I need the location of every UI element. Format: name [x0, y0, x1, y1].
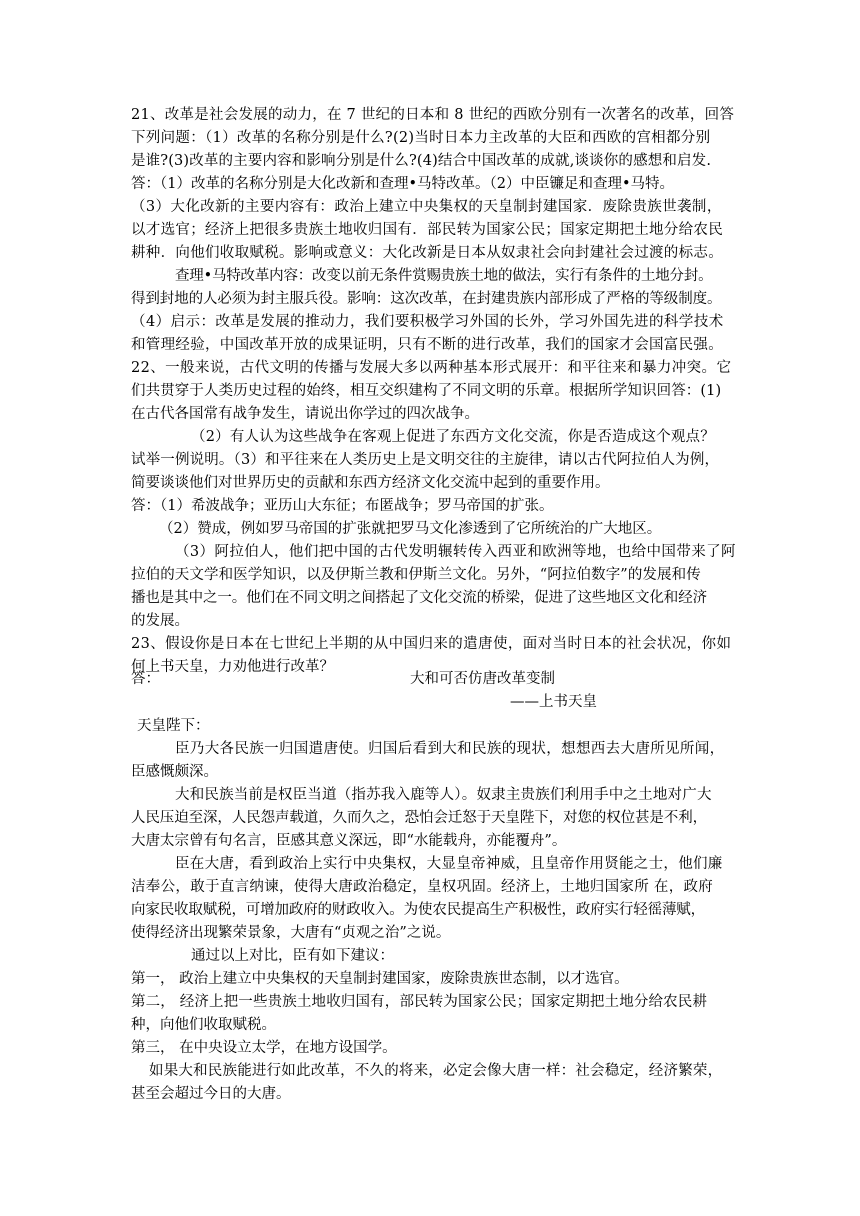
q23-line-1: 23、假设你是日本在七世纪上半期的从中国归来的遣唐使，面对当时日本的社会状况，你如 — [131, 636, 732, 652]
q21-answer-3b: 以才选官；经济上把很多贵族土地收归国有．部民转为国家公民；国家定期把土地分给农民 — [131, 222, 723, 238]
memorial-subtitle: ——上书天皇 — [510, 694, 597, 710]
suggestion-1: 第一， 政治上建立中央集权的天皇制封建国家，废除贵族世态制，以才选官。 — [131, 971, 629, 987]
q23-line-2: 何上书天皇，力劝他进行改革？ — [131, 659, 334, 675]
suggestion-2-line-2: 种，向他们收取赋税。 — [131, 1017, 276, 1033]
memorial-title: 大和可否仿唐改革变制 — [410, 671, 555, 687]
memorial-p2-line-2: 人民压迫至深，人民怨声载道，久而久之，恐怕会迁怒于天皇陛下，对您的权位甚是不利， — [131, 810, 707, 826]
q22-answer-3c: 播也是其中之一。他们在不同文明之间搭起了文化交流的桥梁，促进了这些地区文化和经济 — [131, 590, 707, 606]
q21-answer-3a: （3）大化改新的主要内容有：政治上建立中央集权的天皇制封建国家．废除贵族世袭制， — [131, 199, 722, 215]
memorial-p3-line-3: 向家民收取赋税，可增加政府的财政收入。为使农民提高生产积极性，政府实行轻徭薄赋， — [131, 902, 705, 918]
q21-answer-charles-1: 查理•马特改革内容：改变以前无条件赏赐贵族土地的做法，实行有条件的土地分封。 — [175, 268, 713, 284]
q22-answer-3b: 拉伯的天文学和医学知识，以及伊斯兰教和伊斯兰文化。另外，“阿拉伯数字”的发展和传 — [131, 567, 701, 583]
memorial-p4: 通过以上对比，臣有如下建议： — [191, 948, 394, 964]
memorial-p2-line-1: 大和民族当前是权臣当道（指苏我入鹿等人）。奴隶主贵族们利用手中之土地对广大 — [175, 787, 712, 803]
q22-line-2: 们共贯穿于人类历史过程的始终，相互交织建构了不同文明的乐章。根据所学知识回答：(1) — [131, 383, 722, 399]
memorial-salutation: 天皇陛下： — [137, 718, 210, 734]
q22-answer-3a: （3）阿拉伯人，他们把中国的古代发明辗转传入西亚和欧洲等地，也给中国带来了阿 — [175, 544, 736, 560]
q21-answer-1: 答：（1）改革的名称分别是大化改新和查理•马特改革。（2）中臣镰足和查理•马特。 — [131, 176, 675, 192]
q22-line-3: 在古代各国常有战争发生，请说出你学过的四次战争。 — [131, 406, 479, 422]
memorial-p2-line-3: 大唐太宗曾有句名言，臣感其意义深远，即“水能载舟，亦能覆舟”。 — [131, 833, 567, 849]
q22-answer-2: （2）赞成，例如罗马帝国的扩张就把罗马文化渗透到了它所统治的广大地区。 — [159, 521, 662, 537]
q22-line-4: （2）有人认为这些战争在客观上促进了东西方文化交流，你是否造成这个观点？ — [191, 429, 715, 445]
q22-line-5: 试举一例说明。（3）和平往来在人类历史上是文明交往的主旋律，请以古代阿拉伯人为例， — [131, 452, 720, 468]
q23-answer-label: 答： — [131, 671, 160, 687]
memorial-conclusion-2: 甚至会超过今日的大唐。 — [131, 1086, 291, 1102]
q21-answer-charles-2: 得到封地的人必须为封主服兵役。影响：这次改革，在封建贵族内部形成了严格的等级制度。 — [131, 291, 722, 307]
memorial-p1-line-1: 臣乃大各民族一归国遣唐使。归国后看到大和民族的现状，想想西去大唐所见所闻， — [175, 741, 725, 757]
q22-answer-3d: 的发展。 — [131, 613, 189, 629]
q21-answer-4a: （4）启示：改革是发展的推动力，我们要积极学习外国的长外，学习外国先进的科学技术 — [131, 314, 724, 330]
q21-answer-3c: 耕种．向他们收取赋税。影响或意义：大化改新是日本从奴隶社会向封建社会过渡的标志。 — [131, 245, 723, 261]
memorial-p3-line-4: 使得经济出现繁荣景象，大唐有“贞观之治”之说。 — [131, 925, 451, 941]
memorial-conclusion-1: 如果大和民族能进行如此改革，不久的将来，必定会像大唐一样：社会稳定，经济繁荣， — [149, 1063, 723, 1079]
q22-line-1: 22、一般来说，古代文明的传播与发展大多以两种基本形式展开：和平往来和暴力冲突。它 — [131, 360, 732, 376]
q21-answer-4b: 和管理经验，中国改革开放的成果证明，只有不断的进行改革，我们的国家才会国富民强。 — [131, 337, 723, 353]
memorial-p3-line-1: 臣在大唐，看到政治上实行中央集权，大显皇帝神威，且皇帝作用贤能之士，他们廉 — [175, 856, 723, 872]
suggestion-2-line-1: 第二， 经济上把一些贵族土地收归国有，部民转为国家公民；国家定期把土地分给农民耕 — [131, 994, 708, 1010]
q21-line-3: 是谁?(3)改革的主要内容和影响分别是什么?(4)结合中国改革的成就,谈谈你的感想和启发. — [131, 153, 712, 169]
q21-line-2: 下列问题：（1）改革的名称分别是什么?(2)当时日本力主改革的大臣和西欧的宫相都分别 — [131, 130, 711, 146]
q21-line-1: 21、改革是社会发展的动力，在 7 世纪的日本和 8 世纪的西欧分别有一次著名的改革，回答 — [131, 107, 735, 123]
memorial-p3-line-2: 洁奉公，敢于直言纳谏，使得大唐政治稳定，皇权巩固。经济上，土地归国家所 在，政府 — [131, 879, 714, 895]
memorial-p1-line-2: 臣感慨颇深。 — [131, 764, 218, 780]
q22-line-6: 简要谈谈他们对世界历史的贡献和东西方经济文化交流中起到的重要作用。 — [131, 475, 610, 491]
q22-answer-1: 答：（1）希波战争；亚历山大东征；布匿战争；罗马帝国的扩张。 — [131, 498, 554, 514]
suggestion-3: 第三， 在中央设立太学，在地方设国学。 — [131, 1040, 397, 1056]
